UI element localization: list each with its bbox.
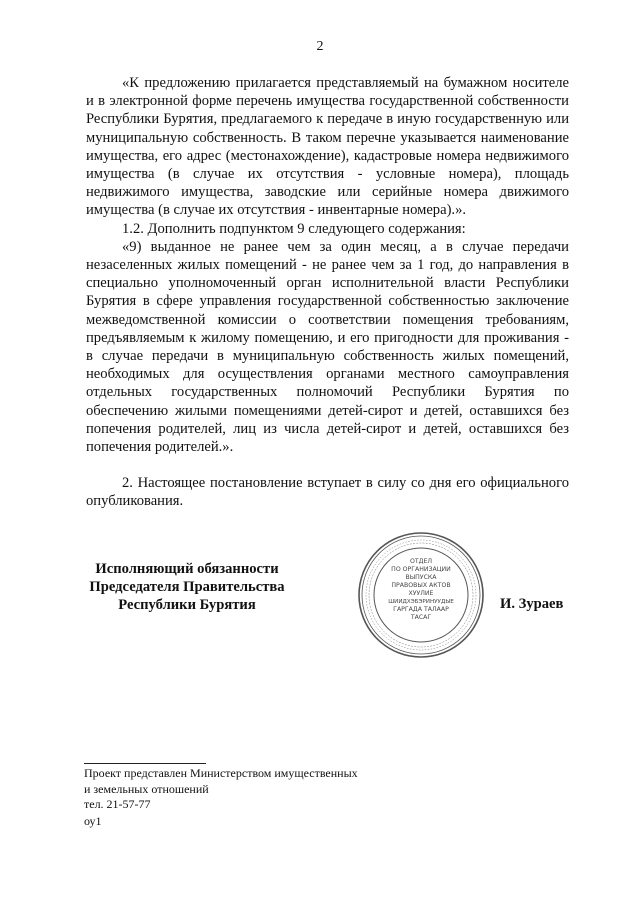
footnote-line: и земельных отношений — [84, 781, 209, 796]
seal-line: ГАРГАДА ТАЛААР — [393, 606, 449, 613]
paragraph-subpoint-9: «9) выданное не ранее чем за один месяц, а в случае передачи незаселенных жилых помещений - не ранее чем за 1 год, до направления в специально уполномоченный орган исполнительной власти Республики Бурятия в сфере управления государственной собственностью заключение межведомственной комиссии о соответствии помещения требованиям, предъявляемым к жилому помещению, и его пригодности для проживания - в случае передачи в муниципальную собственность жилых помещений, необходимых для осуществления органами местного самоуправления отдельных государственных полномочий Республики Бурятия по обеспечению жилыми помещениями детей-сирот и детей, оставшихся без попечения родителей, лиц из числа детей-сирот и детей, оставшихся без попечения родителей.». — [86, 238, 569, 456]
seal-line: ВЫПУСКА — [405, 574, 437, 581]
paragraph-list-attachment: «К предложению прилагается представляемый на бумажном носителе и в электронной форме перечень имущества государственной собственности Республики Бурятия, предлагаемого к передаче в иную государственную или муниципальную собственность. В таком перечне указывается наименование имущества, его адрес (местонахождение), кадастровые номера недвижимого имущества (в случае их отсутствия - условные номера), площадь недвижимого имущества, заводские или серийные номера движимого имущества (в случае их отсутствия - инвентарные номера).». — [86, 75, 569, 219]
official-seal-stamp — [356, 530, 486, 660]
signatory-position-line: Республики Бурятия — [118, 597, 256, 614]
seal-line: ОТДЕЛ — [409, 558, 433, 565]
footnote-line: тел. 21-57-77 — [84, 797, 151, 811]
signatory-name: И. Зураев — [500, 596, 564, 612]
page-number: 2 — [316, 39, 324, 54]
seal-line: ХУУЛИЕ — [408, 590, 434, 597]
footnote-line: Проект представлен Министерством имущественных — [84, 766, 358, 780]
seal-line: ШИИДХЭБЭРИНУУДЫЕ — [388, 599, 454, 605]
seal-line: ТАСАГ — [410, 614, 432, 621]
signatory-position-line: Председателя Правительства — [89, 579, 285, 596]
signatory-position-line: Исполняющий обязанности — [95, 561, 279, 577]
document-body — [86, 74, 569, 511]
seal-line: ПРАВОВЫХ АКТОВ — [391, 582, 451, 589]
seal-line: ПО ОРГАНИЗАЦИИ — [391, 566, 451, 573]
document-code: оу1 — [84, 814, 102, 828]
spacer — [86, 456, 569, 474]
paragraph-effective-date: 2. Настоящее постановление вступает в силу со дня его официального опубликования. — [86, 475, 569, 510]
footnote-divider — [84, 763, 206, 764]
paragraph-amendment-1-2: 1.2. Дополнить подпунктом 9 следующего содержания: — [122, 220, 466, 237]
signatory-position — [84, 560, 290, 615]
footnote — [84, 766, 358, 813]
